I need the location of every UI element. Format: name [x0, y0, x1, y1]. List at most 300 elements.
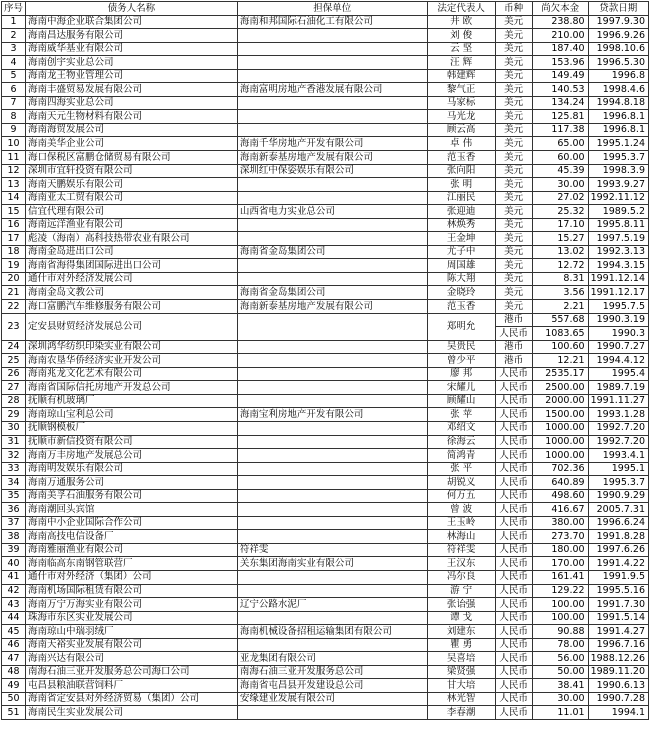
row-number: 8 — [2, 110, 26, 124]
currency: 人民币 — [495, 638, 532, 652]
table-row — [2, 408, 649, 422]
loan-date: 1990.3 — [588, 327, 648, 341]
debtor-name: 海南昌达服务有限公司 — [26, 29, 238, 43]
table-row — [2, 489, 649, 503]
principal-amount: 640.89 — [532, 476, 588, 490]
guarantor-name — [237, 638, 427, 652]
principal-amount: 60.00 — [532, 151, 588, 165]
loan-date: 1995.3.7 — [588, 151, 648, 165]
debtor-name: 通什市对外经济（集团）公司 — [26, 570, 238, 584]
row-number: 31 — [2, 435, 26, 449]
guarantor-name — [237, 421, 427, 435]
row-number: 32 — [2, 449, 26, 463]
table-row — [2, 367, 649, 381]
debtor-name: 海南亚太工贸有限公司 — [26, 191, 238, 205]
header-currency: 币种 — [495, 2, 532, 16]
loan-date: 1996.8 — [588, 69, 648, 83]
currency: 美元 — [495, 42, 532, 56]
row-number: 4 — [2, 56, 26, 70]
principal-amount: 125.81 — [532, 110, 588, 124]
header-principal: 尚欠本金 — [532, 2, 588, 16]
guarantor-name: 海南省金岛集团公司 — [237, 245, 427, 259]
debtor-name: 抚顺市新信投资有限公司 — [26, 435, 238, 449]
guarantor-name — [237, 340, 427, 354]
row-number: 39 — [2, 543, 26, 557]
principal-amount: 210.00 — [532, 29, 588, 43]
table-row — [2, 286, 649, 300]
debtor-name: 海口富鹏汽车维修服务有限公司 — [26, 300, 238, 314]
currency: 美元 — [495, 259, 532, 273]
debtor-name: 海南远洋渔业有限公司 — [26, 218, 238, 232]
principal-amount: 25.32 — [532, 205, 588, 219]
principal-amount: 56.00 — [532, 652, 588, 666]
debtor-name: 海南天鹏娱乐有限公司 — [26, 178, 238, 192]
guarantor-name: 海南新泰基房地产发展有限公司 — [237, 300, 427, 314]
currency: 美元 — [495, 137, 532, 151]
table-row — [2, 476, 649, 490]
row-number: 48 — [2, 665, 26, 679]
loan-date: 1991.4.22 — [588, 557, 648, 571]
table-row — [2, 611, 649, 625]
currency: 人民币 — [495, 476, 532, 490]
loan-date: 1991.11.27 — [588, 394, 648, 408]
principal-amount: 161.41 — [532, 570, 588, 584]
principal-amount: 170.00 — [532, 557, 588, 571]
currency: 人民币 — [495, 394, 532, 408]
principal-amount: 149.49 — [532, 69, 588, 83]
row-number: 37 — [2, 516, 26, 530]
table-row — [2, 679, 649, 693]
legal-representative: 符祥雯 — [427, 543, 495, 557]
table-row — [2, 15, 649, 29]
principal-amount: 1500.00 — [532, 408, 588, 422]
guarantor-name — [237, 530, 427, 544]
debtor-name: 海南海贸发展公司 — [26, 123, 238, 137]
guarantor-name: 海南省屯昌县开发建设总公司 — [237, 679, 427, 693]
legal-representative: 林海山 — [427, 530, 495, 544]
row-number: 51 — [2, 706, 26, 720]
guarantor-name: 海南宝利房地产开发有限公司 — [237, 408, 427, 422]
row-number: 30 — [2, 421, 26, 435]
guarantor-name: 海南机械设备招租运输集团有限公司 — [237, 625, 427, 639]
principal-amount: 100.60 — [532, 340, 588, 354]
table-row — [2, 652, 649, 666]
principal-amount: 1000.00 — [532, 449, 588, 463]
currency: 美元 — [495, 29, 532, 43]
guarantor-name — [237, 516, 427, 530]
row-number: 27 — [2, 381, 26, 395]
debt-table — [1, 1, 649, 720]
guarantor-name — [237, 367, 427, 381]
guarantor-name — [237, 313, 427, 340]
principal-amount: 12.72 — [532, 259, 588, 273]
guarantor-name: 海南和邦国际石油化工有限公司 — [237, 15, 427, 29]
debtor-name: 信宜代理有限公司 — [26, 205, 238, 219]
principal-amount: 1000.00 — [532, 435, 588, 449]
principal-amount: 27.02 — [532, 191, 588, 205]
row-number: 42 — [2, 584, 26, 598]
table-row — [2, 96, 649, 110]
legal-representative: 吴贵民 — [427, 340, 495, 354]
legal-representative: 谭 戈 — [427, 611, 495, 625]
legal-representative: 尤子中 — [427, 245, 495, 259]
guarantor-name — [237, 272, 427, 286]
guarantor-name: 辽宁公路水泥厂 — [237, 598, 427, 612]
currency: 人民币 — [495, 570, 532, 584]
row-number: 23 — [2, 313, 26, 340]
legal-representative: 李春潮 — [427, 706, 495, 720]
principal-amount: 13.02 — [532, 245, 588, 259]
table-row — [2, 83, 649, 97]
currency: 美元 — [495, 232, 532, 246]
debtor-name: 海南金岛文教公司 — [26, 286, 238, 300]
principal-amount: 187.40 — [532, 42, 588, 56]
currency: 人民币 — [495, 381, 532, 395]
row-number: 49 — [2, 679, 26, 693]
debtor-name: 定安县财贸经济发展总公司 — [26, 313, 238, 340]
loan-date: 1997.6.26 — [588, 543, 648, 557]
loan-date: 1998.4.6 — [588, 83, 648, 97]
guarantor-name — [237, 96, 427, 110]
guarantor-name — [237, 570, 427, 584]
guarantor-name — [237, 476, 427, 490]
loan-date: 1988.12.26 — [588, 652, 648, 666]
legal-representative: 张 苹 — [427, 408, 495, 422]
table-row — [2, 665, 649, 679]
principal-amount: 15.27 — [532, 232, 588, 246]
table-row — [2, 272, 649, 286]
legal-representative: 林光智 — [427, 692, 495, 706]
debtor-name: 海南威华基业有限公司 — [26, 42, 238, 56]
debt-table-sheet — [1, 1, 649, 720]
guarantor-name — [237, 110, 427, 124]
legal-representative: 汪 辉 — [427, 56, 495, 70]
currency: 美元 — [495, 164, 532, 178]
table-row — [2, 692, 649, 706]
header-row — [2, 2, 649, 16]
legal-representative: 周国雄 — [427, 259, 495, 273]
debtor-name: 海南临高东南钢管联营厂 — [26, 557, 238, 571]
table-row — [2, 69, 649, 83]
principal-amount: 702.36 — [532, 462, 588, 476]
debtor-name: 海南万丰房地产发展总公司 — [26, 449, 238, 463]
row-number: 16 — [2, 218, 26, 232]
row-number: 41 — [2, 570, 26, 584]
debtor-name: 海南中小企业国际合作公司 — [26, 516, 238, 530]
debtor-name: 海南省海得集团国际进出口公司 — [26, 259, 238, 273]
guarantor-name: 海南省金岛集团公司 — [237, 286, 427, 300]
principal-amount: 17.10 — [532, 218, 588, 232]
guarantor-name — [237, 259, 427, 273]
legal-representative: 卓 伟 — [427, 137, 495, 151]
loan-date: 1994.4.12 — [588, 354, 648, 368]
guarantor-name — [237, 354, 427, 368]
table-row — [2, 354, 649, 368]
currency: 人民币 — [495, 706, 532, 720]
currency: 人民币 — [495, 462, 532, 476]
currency: 人民币 — [495, 503, 532, 517]
loan-date: 1992.3.13 — [588, 245, 648, 259]
legal-representative: 郑明允 — [427, 313, 495, 340]
principal-amount: 30.00 — [532, 178, 588, 192]
currency: 美元 — [495, 286, 532, 300]
guarantor-name — [237, 232, 427, 246]
row-number: 18 — [2, 245, 26, 259]
debtor-name: 海南中海企业联合集团公司 — [26, 15, 238, 29]
currency: 人民币 — [495, 516, 532, 530]
currency: 美元 — [495, 300, 532, 314]
row-number: 24 — [2, 340, 26, 354]
table-row — [2, 706, 649, 720]
currency: 美元 — [495, 83, 532, 97]
row-number: 21 — [2, 286, 26, 300]
principal-amount: 273.70 — [532, 530, 588, 544]
row-number: 5 — [2, 69, 26, 83]
legal-representative: 曾少平 — [427, 354, 495, 368]
legal-representative: 张迎迪 — [427, 205, 495, 219]
loan-date: 1995.5.16 — [588, 584, 648, 598]
legal-representative: 范玉香 — [427, 300, 495, 314]
legal-representative: 刘建东 — [427, 625, 495, 639]
principal-amount: 1000.00 — [532, 421, 588, 435]
debtor-name: 南海石油三亚开发服务总公司海口公司 — [26, 665, 238, 679]
legal-representative: 顾耀山 — [427, 394, 495, 408]
currency: 美元 — [495, 123, 532, 137]
debtor-name: 海南琼山中瑞羽绒厂 — [26, 625, 238, 639]
table-row — [2, 110, 649, 124]
principal-amount: 2000.00 — [532, 394, 588, 408]
legal-representative: 梁贤强 — [427, 665, 495, 679]
legal-representative: 马家标 — [427, 96, 495, 110]
table-row — [2, 123, 649, 137]
loan-date: 1991.9.5 — [588, 570, 648, 584]
header-guarantor: 担保单位 — [237, 2, 427, 16]
principal-amount: 380.00 — [532, 516, 588, 530]
table-row — [2, 205, 649, 219]
currency: 人民币 — [495, 665, 532, 679]
currency: 人民币 — [495, 435, 532, 449]
legal-representative: 黎气正 — [427, 83, 495, 97]
legal-representative: 张向阳 — [427, 164, 495, 178]
loan-date: 1996.7.16 — [588, 638, 648, 652]
debtor-name: 海南金岛进出口公司 — [26, 245, 238, 259]
guarantor-name: 海南富明房地产香港发展有限公司 — [237, 83, 427, 97]
debtor-name: 海南天裕实业发展有限公司 — [26, 638, 238, 652]
loan-date: 1998.3.9 — [588, 164, 648, 178]
currency: 美元 — [495, 205, 532, 219]
loan-date: 1994.1 — [588, 706, 648, 720]
loan-date: 1992.7.20 — [588, 435, 648, 449]
principal-amount: 8.31 — [532, 272, 588, 286]
debtor-name: 海南机场国际租赁有限公司 — [26, 584, 238, 598]
loan-date: 1991.12.17 — [588, 286, 648, 300]
row-number: 12 — [2, 164, 26, 178]
principal-amount: 2.21 — [532, 300, 588, 314]
debtor-name: 海南兴达有限公司 — [26, 652, 238, 666]
currency: 人民币 — [495, 327, 532, 341]
table-row — [2, 543, 649, 557]
table-row — [2, 462, 649, 476]
loan-date: 1994.8.18 — [588, 96, 648, 110]
row-number: 13 — [2, 178, 26, 192]
legal-representative: 金晓玲 — [427, 286, 495, 300]
guarantor-name — [237, 381, 427, 395]
guarantor-name: 安缘建业发展有限公司 — [237, 692, 427, 706]
currency: 美元 — [495, 178, 532, 192]
table-body — [2, 15, 649, 719]
principal-amount: 45.39 — [532, 164, 588, 178]
legal-representative: 刘 俊 — [427, 29, 495, 43]
legal-representative: 甘大培 — [427, 679, 495, 693]
debtor-name: 海南美孚石油服务有限公司 — [26, 489, 238, 503]
table-row — [2, 381, 649, 395]
row-number: 26 — [2, 367, 26, 381]
legal-representative: 韩建辉 — [427, 69, 495, 83]
legal-representative: 王玉岭 — [427, 516, 495, 530]
row-number: 45 — [2, 625, 26, 639]
debtor-name: 海南明发娱乐有限公司 — [26, 462, 238, 476]
row-number: 22 — [2, 300, 26, 314]
guarantor-name: 符祥雯 — [237, 543, 427, 557]
loan-date: 1990.6.13 — [588, 679, 648, 693]
loan-date: 1995.1 — [588, 462, 648, 476]
row-number: 38 — [2, 530, 26, 544]
guarantor-name — [237, 56, 427, 70]
loan-date: 1989.11.20 — [588, 665, 648, 679]
debtor-name: 深圳市宜轩投资有限公司 — [26, 164, 238, 178]
row-number: 33 — [2, 462, 26, 476]
table-row — [2, 625, 649, 639]
table-row — [2, 394, 649, 408]
table-row — [2, 245, 649, 259]
loan-date: 1998.10.6 — [588, 42, 648, 56]
currency: 美元 — [495, 56, 532, 70]
principal-amount: 416.67 — [532, 503, 588, 517]
table-row — [2, 42, 649, 56]
currency: 人民币 — [495, 598, 532, 612]
guarantor-name: 深圳红中保姿娱乐有限公司 — [237, 164, 427, 178]
principal-amount: 498.60 — [532, 489, 588, 503]
debtor-name: 抚顺有机玻璃厂 — [26, 394, 238, 408]
legal-representative: 胡锐义 — [427, 476, 495, 490]
principal-amount: 65.00 — [532, 137, 588, 151]
currency: 人民币 — [495, 557, 532, 571]
debtor-name: 海南省国际信托房地产开发总公司 — [26, 381, 238, 395]
loan-date: 2005.7.31 — [588, 503, 648, 517]
debtor-name: 抚顺钢模板厂 — [26, 421, 238, 435]
debtor-name: 通什市对外经济发展公司 — [26, 272, 238, 286]
header-no: 序号 — [2, 2, 26, 16]
table-row — [2, 449, 649, 463]
currency: 美元 — [495, 245, 532, 259]
table-row — [2, 191, 649, 205]
loan-date: 1996.9.26 — [588, 29, 648, 43]
row-number: 1 — [2, 15, 26, 29]
debtor-name: 海南丰盛贸易发展有限公司 — [26, 83, 238, 97]
legal-representative: 游 宁 — [427, 584, 495, 598]
principal-amount: 1083.65 — [532, 327, 588, 341]
currency: 美元 — [495, 151, 532, 165]
row-number: 19 — [2, 259, 26, 273]
loan-date: 1996.6.24 — [588, 516, 648, 530]
currency: 美元 — [495, 110, 532, 124]
guarantor-name — [237, 706, 427, 720]
legal-representative: 马光龙 — [427, 110, 495, 124]
row-number: 43 — [2, 598, 26, 612]
guarantor-name — [237, 584, 427, 598]
principal-amount: 557.68 — [532, 313, 588, 327]
currency: 人民币 — [495, 530, 532, 544]
principal-amount: 129.22 — [532, 584, 588, 598]
legal-representative: 张 明 — [427, 178, 495, 192]
legal-representative: 邓绍文 — [427, 421, 495, 435]
legal-representative: 徐海云 — [427, 435, 495, 449]
currency: 美元 — [495, 218, 532, 232]
row-number: 34 — [2, 476, 26, 490]
guarantor-name — [237, 611, 427, 625]
currency: 港币 — [495, 354, 532, 368]
debtor-name: 海南雅丽渔业有限公司 — [26, 543, 238, 557]
legal-representative: 曾 波 — [427, 503, 495, 517]
row-number: 28 — [2, 394, 26, 408]
table-row — [2, 178, 649, 192]
table-row — [2, 598, 649, 612]
legal-representative: 井 欧 — [427, 15, 495, 29]
principal-amount: 134.24 — [532, 96, 588, 110]
currency: 人民币 — [495, 367, 532, 381]
guarantor-name: 海南新泰基房地产发展有限公司 — [237, 151, 427, 165]
loan-date: 1996.8.1 — [588, 110, 648, 124]
currency: 人民币 — [495, 543, 532, 557]
table-row — [2, 421, 649, 435]
loan-date: 1997.9.30 — [588, 15, 648, 29]
legal-representative: 王金坤 — [427, 232, 495, 246]
legal-representative: 瞿 勇 — [427, 638, 495, 652]
guarantor-name — [237, 449, 427, 463]
row-number: 25 — [2, 354, 26, 368]
debtor-name: 珠海市东区实业发展公司 — [26, 611, 238, 625]
loan-date: 1992.11.12 — [588, 191, 648, 205]
currency: 美元 — [495, 272, 532, 286]
row-number: 29 — [2, 408, 26, 422]
debtor-name: 海南兆龙文化艺术有限公司 — [26, 367, 238, 381]
currency: 人民币 — [495, 625, 532, 639]
loan-date: 1990.9.29 — [588, 489, 648, 503]
principal-amount: 100.00 — [532, 611, 588, 625]
header-debtor: 债务人名称 — [26, 2, 238, 16]
debtor-name: 海南潮回头宾馆 — [26, 503, 238, 517]
debtor-name: 海南四海实业总公司 — [26, 96, 238, 110]
principal-amount: 30.00 — [532, 692, 588, 706]
currency: 人民币 — [495, 421, 532, 435]
legal-representative: 吴喜培 — [427, 652, 495, 666]
currency: 人民币 — [495, 652, 532, 666]
row-number: 47 — [2, 652, 26, 666]
loan-date: 1992.7.20 — [588, 421, 648, 435]
guarantor-name — [237, 462, 427, 476]
principal-amount: 90.88 — [532, 625, 588, 639]
loan-date: 1991.8.28 — [588, 530, 648, 544]
principal-amount: 117.38 — [532, 123, 588, 137]
loan-date: 1989.5.2 — [588, 205, 648, 219]
legal-representative: 简鸿青 — [427, 449, 495, 463]
debtor-name: 海南创宇实业总公司 — [26, 56, 238, 70]
debtor-name: 海南美华企业公司 — [26, 137, 238, 151]
header-rep: 法定代表人 — [427, 2, 495, 16]
debtor-name: 海南琼山宝利总公司 — [26, 408, 238, 422]
loan-date: 1995.3.7 — [588, 476, 648, 490]
row-number: 7 — [2, 96, 26, 110]
